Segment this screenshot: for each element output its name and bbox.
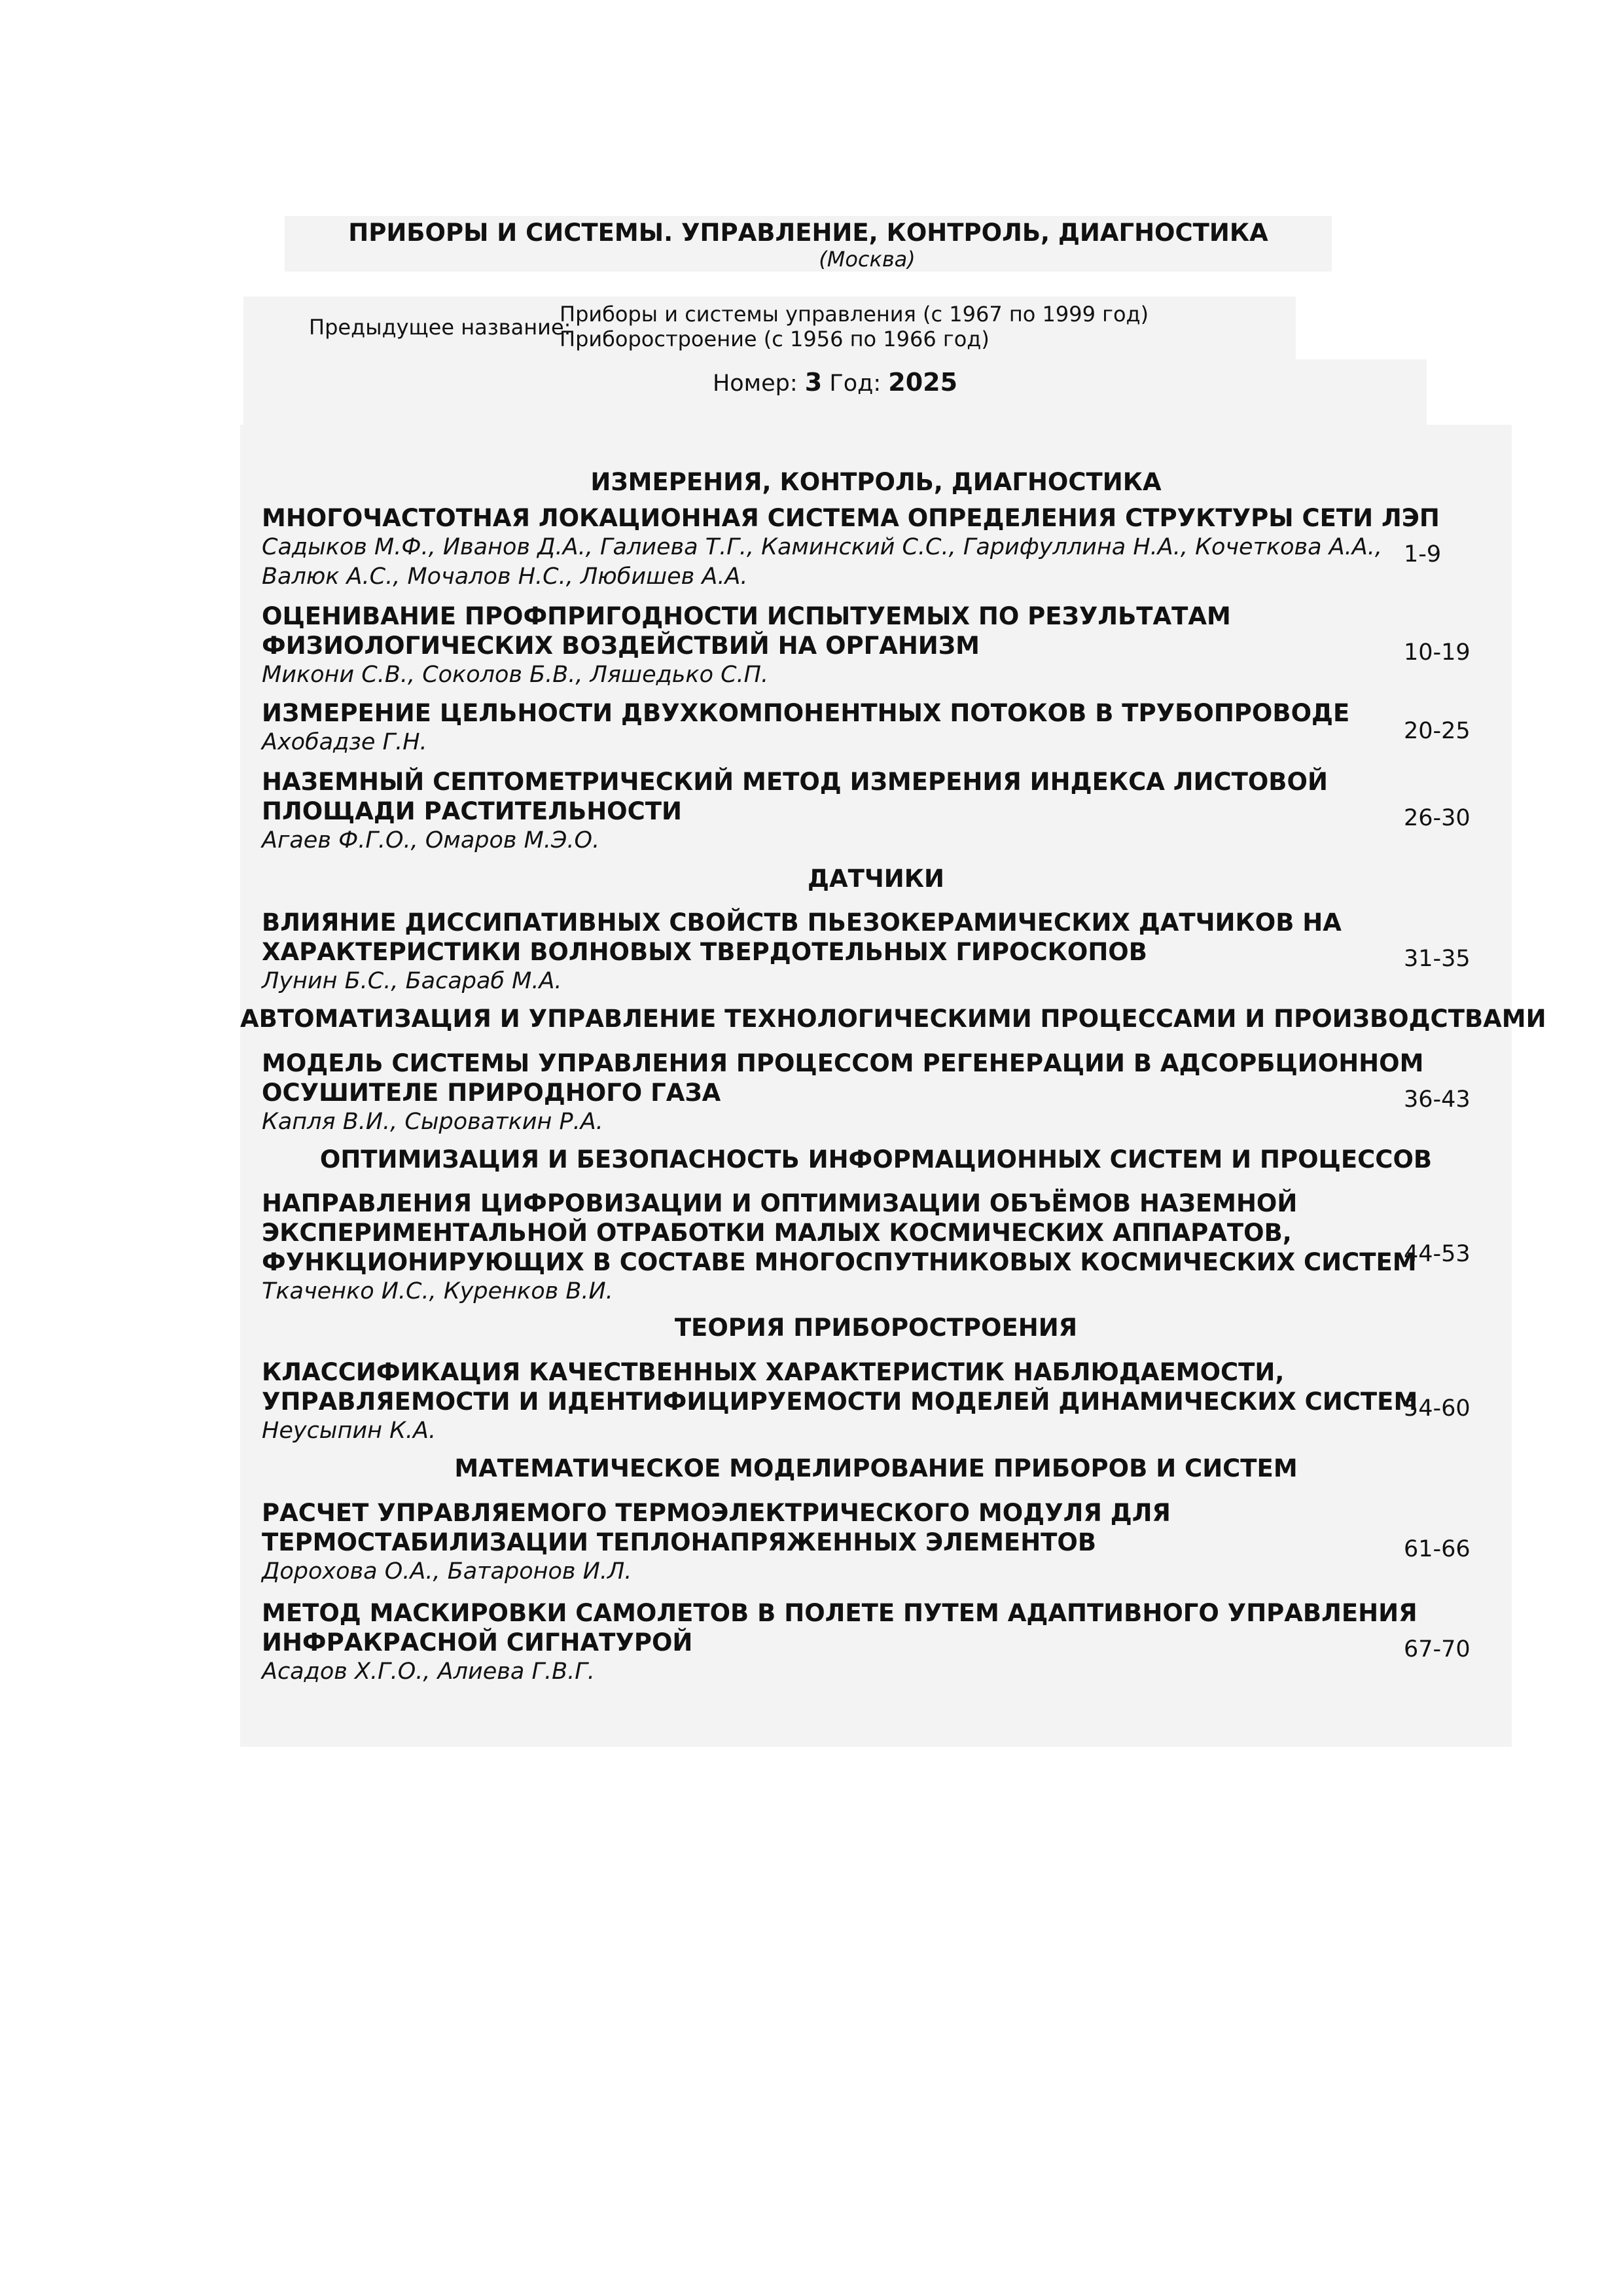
article-entry[interactable] — [262, 767, 1492, 855]
article-entry[interactable] — [262, 698, 1492, 757]
article-entry[interactable] — [262, 1498, 1492, 1587]
article-authors: Агаев Ф.Г.О., Омаров М.Э.О. — [262, 827, 600, 853]
previous-names-label: Предыдущее название: — [309, 315, 571, 340]
article-title[interactable]: РАСЧЕТ УПРАВЛЯЕМОГО ТЕРМОЭЛЕКТРИЧЕСКОГО МОДУЛЯ ДЛЯ ТЕРМОСТАБИЛИЗАЦИИ ТЕПЛОНАПРЯЖЕННЫХ ЭЛЕМЕНТОВ — [262, 1499, 1171, 1556]
article-authors: Асадов Х.Г.О., Алиева Г.В.Г. — [262, 1659, 595, 1685]
article-pages: 67-70 — [1404, 1636, 1471, 1662]
section-heading: ИЗМЕРЕНИЯ, КОНТРОЛЬ, ДИАГНОСТИКА — [590, 468, 1162, 496]
article-entry[interactable] — [262, 601, 1492, 690]
issue-year: 2025 — [888, 368, 958, 397]
issue-year-label: Год: — [829, 370, 882, 397]
article-entry[interactable] — [262, 503, 1492, 592]
issue-block — [243, 359, 1427, 425]
article-pages: 26-30 — [1404, 805, 1471, 831]
article-entry[interactable] — [262, 1357, 1492, 1446]
journal-header — [285, 216, 1332, 272]
previous-name: Приборы и системы управления (с 1967 по 1999 год) — [560, 302, 1149, 327]
article-entry[interactable] — [262, 908, 1492, 996]
article-authors: Ткаченко И.С., Куренков В.И. — [262, 1278, 613, 1304]
article-title[interactable]: МОДЕЛЬ СИСТЕМЫ УПРАВЛЕНИЯ ПРОЦЕССОМ РЕГЕНЕРАЦИИ В АДСОРБЦИОННОМ ОСУШИТЕЛЕ ПРИРОДНОГО ГАЗА — [262, 1049, 1424, 1107]
journal-city: (Москва) — [819, 247, 916, 272]
article-pages: 20-25 — [1404, 718, 1471, 744]
article-authors: Лунин Б.С., Басараб М.А. — [262, 968, 562, 994]
section-heading: МАТЕМАТИЧЕСКОЕ МОДЕЛИРОВАНИЕ ПРИБОРОВ И СИСТЕМ — [454, 1454, 1298, 1482]
issue-line — [243, 368, 1427, 397]
section-heading: АВТОМАТИЗАЦИЯ И УПРАВЛЕНИЕ ТЕХНОЛОГИЧЕСКИМИ ПРОЦЕССАМИ И ПРОИЗВОДСТВАМИ — [240, 1005, 1546, 1033]
previous-names-list — [560, 302, 1149, 351]
article-entry[interactable] — [262, 1189, 1492, 1306]
article-pages: 1-9 — [1404, 541, 1442, 567]
article-title[interactable]: МНОГОЧАСТОТНАЯ ЛОКАЦИОННАЯ СИСТЕМА ОПРЕДЕЛЕНИЯ СТРУКТУРЫ СЕТИ ЛЭП — [262, 504, 1440, 532]
article-title[interactable]: НАПРАВЛЕНИЯ ЦИФРОВИЗАЦИИ И ОПТИМИЗАЦИИ ОБЪЁМОВ НАЗЕМНОЙ ЭКСПЕРИМЕНТАЛЬНОЙ ОТРАБОТКИ МАЛЫХ КОСМИЧЕСКИХ АППАРАТОВ, ФУНКЦИОНИРУЮЩИХ В СОСТАВЕ МНОГОСПУТНИКОВЫХ КОСМИЧЕСКИХ СИСТЕМ — [262, 1189, 1417, 1276]
article-entry[interactable] — [262, 1049, 1492, 1137]
article-authors: Дорохова О.А., Батаронов И.Л. — [262, 1558, 632, 1585]
previous-names-block — [243, 296, 1296, 359]
article-authors: Неусыпин К.А. — [262, 1418, 437, 1444]
article-title[interactable]: НАЗЕМНЫЙ СЕПТОМЕТРИЧЕСКИЙ МЕТОД ИЗМЕРЕНИЯ ИНДЕКСА ЛИСТОВОЙ ПЛОЩАДИ РАСТИТЕЛЬНОСТИ — [262, 768, 1328, 825]
article-entry[interactable] — [262, 1598, 1492, 1687]
article-authors: Ахобадзе Г.Н. — [262, 729, 427, 755]
article-title[interactable]: КЛАССИФИКАЦИЯ КАЧЕСТВЕННЫХ ХАРАКТЕРИСТИК НАБЛЮДАЕМОСТИ, УПРАВЛЯЕМОСТИ И ИДЕНТИФИЦИРУЕМОСТИ МОДЕЛЕЙ ДИНАМИЧЕСКИХ СИСТЕМ — [262, 1358, 1418, 1416]
article-pages: 44-53 — [1404, 1241, 1471, 1267]
section-heading: ОПТИМИЗАЦИЯ И БЕЗОПАСНОСТЬ ИНФОРМАЦИОННЫХ СИСТЕМ И ПРОЦЕССОВ — [319, 1145, 1433, 1174]
article-pages: 10-19 — [1404, 639, 1471, 666]
issue-number: 3 — [804, 368, 823, 397]
previous-name: Приборостроение (с 1956 по 1966 год) — [560, 327, 990, 351]
article-title[interactable]: ИЗМЕРЕНИЕ ЦЕЛЬНОСТИ ДВУХКОМПОНЕНТНЫХ ПОТОКОВ В ТРУБОПРОВОДЕ — [262, 699, 1350, 727]
issue-number-label: Номер: — [712, 370, 798, 397]
article-pages: 54-60 — [1404, 1395, 1471, 1422]
article-authors: Садыков М.Ф., Иванов Д.А., Галиева Т.Г., Каминский С.С., Гарифуллина Н.А., Кочеткова А.А., Валюк А.С., Мочалов Н.С., Любишев А.А. — [262, 534, 1382, 590]
section-heading: ДАТЧИКИ — [808, 865, 944, 893]
section-heading: ТЕОРИЯ ПРИБОРОСТРОЕНИЯ — [674, 1314, 1078, 1342]
journal-title: ПРИБОРЫ И СИСТЕМЫ. УПРАВЛЕНИЕ, КОНТРОЛЬ, ДИАГНОСТИКА — [348, 219, 1268, 247]
article-authors: Капля В.И., Сыроваткин Р.А. — [262, 1109, 603, 1135]
table-of-contents — [240, 425, 1546, 1747]
article-title[interactable]: ВЛИЯНИЕ ДИССИПАТИВНЫХ СВОЙСТВ ПЬЕЗОКЕРАМИЧЕСКИХ ДАТЧИКОВ НА ХАРАКТЕРИСТИКИ ВОЛНОВЫХ ТВЕРДОТЕЛЬНЫХ ГИРОСКОПОВ — [262, 908, 1342, 966]
article-title[interactable]: МЕТОД МАСКИРОВКИ САМОЛЕТОВ В ПОЛЕТЕ ПУТЕМ АДАПТИВНОГО УПРАВЛЕНИЯ ИНФРАКРАСНОЙ СИГНАТУРОЙ — [262, 1599, 1418, 1657]
article-pages: 36-43 — [1404, 1086, 1471, 1113]
article-authors: Микони С.В., Соколов Б.В., Ляшедько С.П. — [262, 662, 769, 688]
article-title[interactable]: ОЦЕНИВАНИЕ ПРОФПРИГОДНОСТИ ИСПЫТУЕМЫХ ПО РЕЗУЛЬТАТАМ ФИЗИОЛОГИЧЕСКИХ ВОЗДЕЙСТВИЙ НА ОРГАНИЗМ — [262, 602, 1231, 660]
article-pages: 31-35 — [1404, 946, 1471, 972]
article-pages: 61-66 — [1404, 1536, 1471, 1562]
